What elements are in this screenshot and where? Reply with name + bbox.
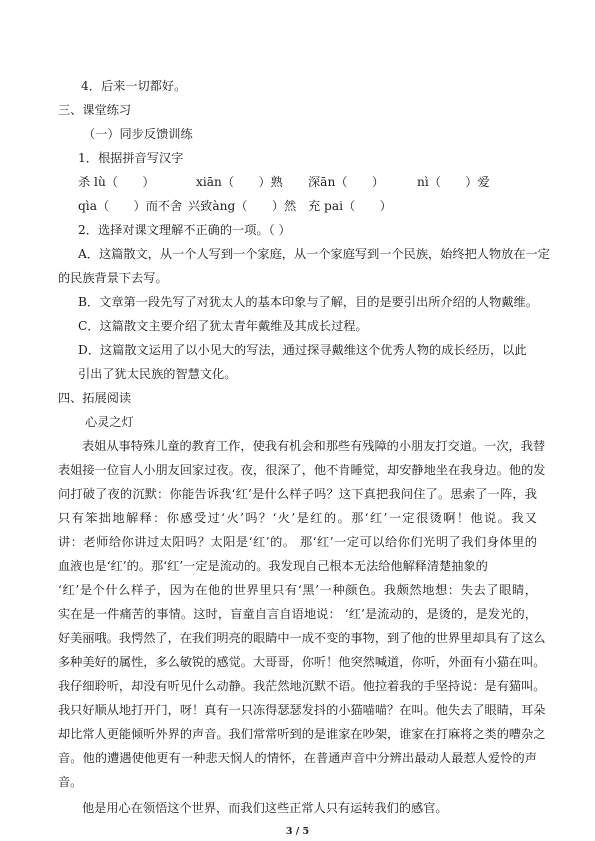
- subsection-heading-sync-training: （一）同步反馈训练: [83, 127, 193, 141]
- section-heading-extended-reading: 四、拓展阅读: [58, 391, 132, 405]
- passage-line: 表姐从事特殊儿童的教育工作，使我有机会和那些有残障的小朋友打交道。一次，我替: [82, 439, 546, 453]
- question-2: 2．选择对课文理解不正确的一项。（ ）: [78, 223, 291, 237]
- option-a: A．这篇散文，从一个人写到一个家庭，从一个家庭写到一个民族，始终把人物放在一定: [78, 247, 550, 261]
- passage-line: 我只好顺从地打开门，呀！真有一只冻得瑟瑟发抖的小猫喵喵？在叫。他失去了眼睛，耳朵: [58, 703, 546, 717]
- option-c: C．这篇散文主要介绍了犹太青年戴维及其成长过程。: [78, 319, 368, 333]
- pinyin-item: 兴致àng（ ）然: [188, 199, 297, 213]
- pinyin-item: nì（ ）爱: [417, 175, 490, 189]
- pinyin-row-2: [78, 198, 392, 214]
- passage-line: 表姐接一位盲人小朋友回家过夜。夜，很深了，他不肯睡觉，却安静地坐在我身边。他的发: [58, 463, 546, 477]
- passage-line: 好美丽哦。我愕然了，在我们明亮的眼睛中一成不变的事物，到了他的世界里却具有了这么: [58, 631, 546, 645]
- passage-line: ‘红’是个什么样子，因为在他的世界里只有‘黑’一种颜色。我颇然地想：失去了眼睛，: [58, 583, 537, 597]
- passage-line: 多种美好的属性，多么敏锐的感觉。大哥哥，你听！他突然喊道，你听，外面有小猫在叫。: [58, 655, 546, 669]
- reading-title: 心灵之灯: [85, 415, 134, 429]
- passage-line: 我仔细聆听，却没有听见什么动静。我茫然地沉默不语。他拉着我的手坚持说：是有猫叫。: [58, 679, 546, 693]
- option-a-continued: 的民族背景下去写。: [58, 271, 168, 285]
- pinyin-item: 深ān（ ）: [308, 175, 385, 189]
- pinyin-row-1: [78, 174, 490, 190]
- passage-closing-line: 他是用心在领悟这个世界，而我们这些正常人只有运转我们的感官。: [82, 801, 448, 815]
- passage-line: 讲：老师给你讲过太阳吗？太阳是‘红’的。 那‘红’一定可以给你们光明了我们身体里的: [58, 535, 537, 549]
- page-number: 3 / 5: [285, 826, 310, 837]
- option-b: B．文章第一段先写了对犹太人的基本印象与了解，目的是要引出所介绍的人物戴维。: [78, 295, 538, 309]
- question-1: 1．根据拼音写汉字: [78, 151, 184, 165]
- item-4: 4．后来一切都好。: [81, 79, 187, 93]
- option-d-continued: 引出了犹太民族的智慧文化。: [78, 367, 237, 381]
- pinyin-item: xiān（ ）熟: [196, 175, 283, 189]
- pinyin-item: 充 pai（ ）: [308, 199, 392, 213]
- pinyin-item: 杀 lù（ ）: [78, 175, 155, 189]
- passage-line: 却比常人更能倾听外界的声音。我们常常听到的是谁家在吵架，谁家在打麻将之类的嘈杂之: [58, 727, 546, 741]
- passage-line: 只有笨拙地解释：你感受过‘火’吗？‘火’是红的。那‘红’一定很烫啊！他说。我又: [58, 511, 537, 525]
- passage-line: 音。他的遭遇使他更有一种悲天悯人的情怀，在普通声音中分辨出最动人最惹人爱怜的声: [58, 751, 537, 765]
- pinyin-item: qìa（ ）而不舍: [78, 199, 183, 213]
- passage-line: 问打破了夜的沉默：你能告诉我‘红’是什么样子吗？这下真把我问住了。思索了一阵，我: [58, 487, 537, 501]
- passage-line: 音。: [58, 775, 83, 789]
- passage-line: 血液也是‘红’的。那‘红’一定是流动的。我发现自己根本无法给他解释清楚抽象的: [58, 559, 488, 573]
- option-d: D．这篇散文运用了以小见大的写法，通过探寻戴维这个优秀人物的成长经历，以此: [78, 343, 527, 357]
- passage-line: 实在是一件痛苦的事情。这时，盲童自言自语地说： ‘红’是流动的，是烫的，是发光的，: [58, 607, 537, 621]
- section-heading-classroom-practice: 三、课堂练习: [58, 103, 132, 117]
